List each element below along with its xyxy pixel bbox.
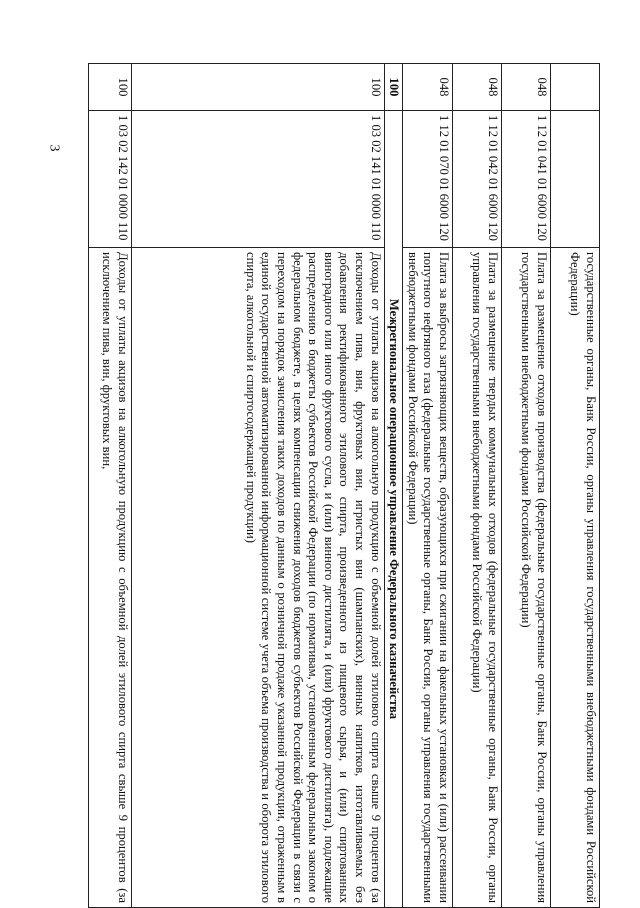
table-row bbox=[502, 64, 551, 908]
kbk-code-cell bbox=[551, 111, 600, 248]
admin-code-cell bbox=[551, 64, 600, 111]
kbk-code-cell: 1 12 01 070 01 6000 120 bbox=[403, 111, 453, 248]
section-title: Межрегиональное операционное управление Федерального казначейства bbox=[384, 111, 403, 908]
admin-code-cell: 100 bbox=[88, 64, 131, 111]
kbk-code-cell: 1 03 02 141 01 0000 110 bbox=[131, 111, 384, 248]
revenue-name-cell: Доходы от уплаты акцизов на алкогольную продукцию с объемной долей этилового спирта свыше 9 процентов (за исключением пива, вин, фруктовых вин, bbox=[88, 248, 131, 908]
revenue-name-cell: Плата за размещение отходов производства (федеральные государственные органы, Банк России, органы управления государственными внебюджетными фондами Российской Федерации) bbox=[502, 248, 551, 908]
kbk-code-cell: 1 12 01 042 01 6000 120 bbox=[453, 111, 502, 248]
kbk-code-cell: 1 03 02 142 01 0000 110 bbox=[88, 111, 131, 248]
revenue-name-cell: государственные органы, Банк России, органы управления государственными внебюджетными фондами Российской Федерации) bbox=[551, 248, 600, 908]
revenue-name-cell: Доходы от уплаты акцизов на алкогольную продукцию с объемной долей этилового спирта свыше 9 процентов (за исключением пива, вин, фруктовых вин, игристых вин (шампанских), винных напитков, изготавливаемых без добавления ректификованного этилового спирта, произведенного из пищевого сырья, и (или) спиртованных виноградного или иного фруктового сусла, и (или) винного дистиллята, и (или) фруктового дистиллята), подлежащие распределению в бюджеты субъектов Российской Федерации (по нормативам, установленным федеральным законом о федеральном бюджете, в целях компенсации снижения доходов бюджетов субъектов Российской Федерации в связи с переходом на порядок зачисления таких доходов по данным о розничной продаже указанной продукции, отраженным в единой государственной автоматизированной информационной системе учета объема производства и оборота этилового спирта, алкогольной и спиртосодержащей продукции) bbox=[131, 248, 384, 908]
table-row bbox=[131, 64, 384, 908]
table-row bbox=[88, 64, 131, 908]
section-header-row bbox=[384, 64, 403, 908]
revenue-name-cell: Плата за размещение твердых коммунальных отходов (федеральные государственные органы, Банк России, органы управления государственными внебюджетными фондами Российской Федерации) bbox=[453, 248, 502, 908]
page-number: 3 bbox=[46, 144, 62, 152]
admin-code-cell: 048 bbox=[502, 64, 551, 111]
revenue-codes-table bbox=[88, 63, 600, 908]
table-row bbox=[403, 64, 453, 908]
table-row bbox=[551, 64, 600, 908]
admin-code-cell: 048 bbox=[403, 64, 453, 111]
admin-code-cell: 100 bbox=[131, 64, 384, 111]
revenue-name-cell: Плата за выбросы загрязняющих веществ, образующихся при сжигании на факельных установках и (или) рассеивании попутного нефтяного газа (федеральные государственные органы, Банк России, органы управления государственными внебюджетными фондами Российской Федерации) bbox=[403, 248, 453, 908]
rotated-page-content bbox=[90, 63, 600, 908]
admin-code-cell: 048 bbox=[453, 64, 502, 111]
kbk-code-cell: 1 12 01 041 01 6000 120 bbox=[502, 111, 551, 248]
table-row bbox=[453, 64, 502, 908]
section-admin-code: 100 bbox=[384, 64, 403, 111]
